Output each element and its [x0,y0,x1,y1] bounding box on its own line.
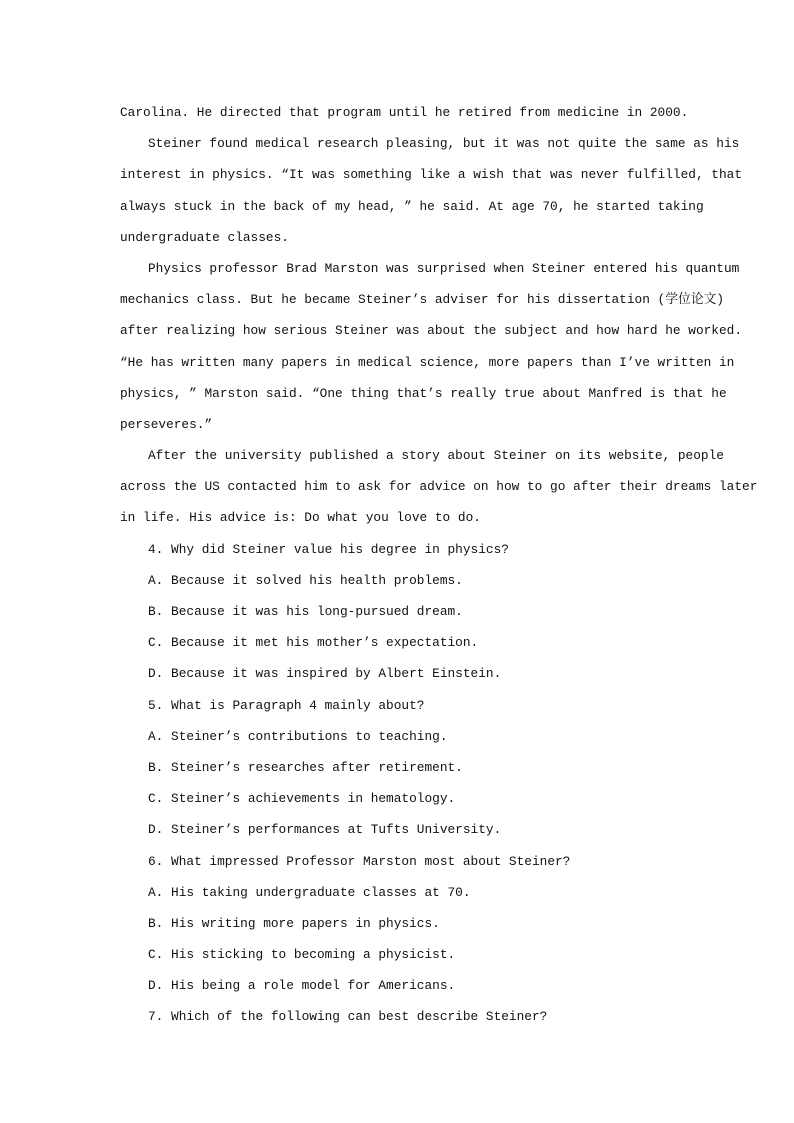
answer-option: D. His being a role model for Americans. [148,978,456,994]
question-stem: 7. Which of the following can best describe Steiner? [148,1009,548,1025]
document-page [120,97,758,1033]
text-line: in life. His advice is: Do what you love to do. [120,510,481,526]
text-line: after realizing how serious Steiner was about the subject and how hard he worked. [120,323,743,339]
question-stem: 6. What impressed Professor Marston most about Steiner? [148,853,571,869]
text-line: mechanics class. But he became Steiner’s adviser for his dissertation (学位论文) [120,292,725,308]
text-line: Physics professor Brad Marston was surprised when Steiner entered his quantum [148,260,740,276]
question-4 [120,534,674,690]
text-line: Steiner found medical research pleasing, but it was not quite the same as his [148,136,740,152]
answer-option: A. Steiner’s contributions to teaching. [148,728,448,744]
answer-option: A. Because it solved his health problems. [148,572,463,588]
answer-option: C. His sticking to becoming a physicist. [148,947,456,963]
paragraph-marston [120,253,743,440]
paragraph-steiner-research [120,128,743,253]
question-7 [120,1001,674,1032]
answer-option: B. His writing more papers in physics. [148,915,440,931]
answer-option: C. Steiner’s achievements in hematology. [148,791,456,807]
text-line: physics, ” Marston said. “One thing that’s really true about Manfred is that he [120,385,727,401]
answer-option: B. Because it was his long-pursued dream. [148,604,463,619]
question-6 [120,846,674,1002]
question-stem: 4. Why did Steiner value his degree in physics? [148,541,509,557]
answer-option: A. His taking undergraduate classes at 70. [148,884,471,900]
answer-option: C. Because it met his mother’s expectation. [148,635,479,651]
questions [120,534,674,1033]
text-line: interest in physics. “It was something like a wish that was never fulfilled, that [120,167,743,183]
answer-option: D. Steiner’s performances at Tufts University. [148,822,502,838]
text-line: across the US contacted him to ask for advice on how to go after their dreams later [120,479,758,495]
text-line: “He has written many papers in medical science, more papers than I’ve written in [120,354,735,370]
answer-option: D. Because it was inspired by Albert Einstein. [148,666,502,682]
passage [120,97,758,534]
question-stem: 5. What is Paragraph 4 mainly about? [148,697,425,713]
text-line: undergraduate classes. [120,229,289,245]
text-line: always stuck in the back of my head, ” he said. At age 70, he started taking [120,198,704,214]
question-5 [120,690,674,846]
text-line: perseveres.” [120,416,213,432]
answer-option: B. Steiner’s researches after retirement. [148,759,463,775]
text-line: After the university published a story about Steiner on its website, people [148,448,724,464]
text-line: Carolina. He directed that program until he retired from medicine in 2000. [120,105,689,120]
paragraph-advice [120,440,758,534]
paragraph-continuation [120,97,689,128]
